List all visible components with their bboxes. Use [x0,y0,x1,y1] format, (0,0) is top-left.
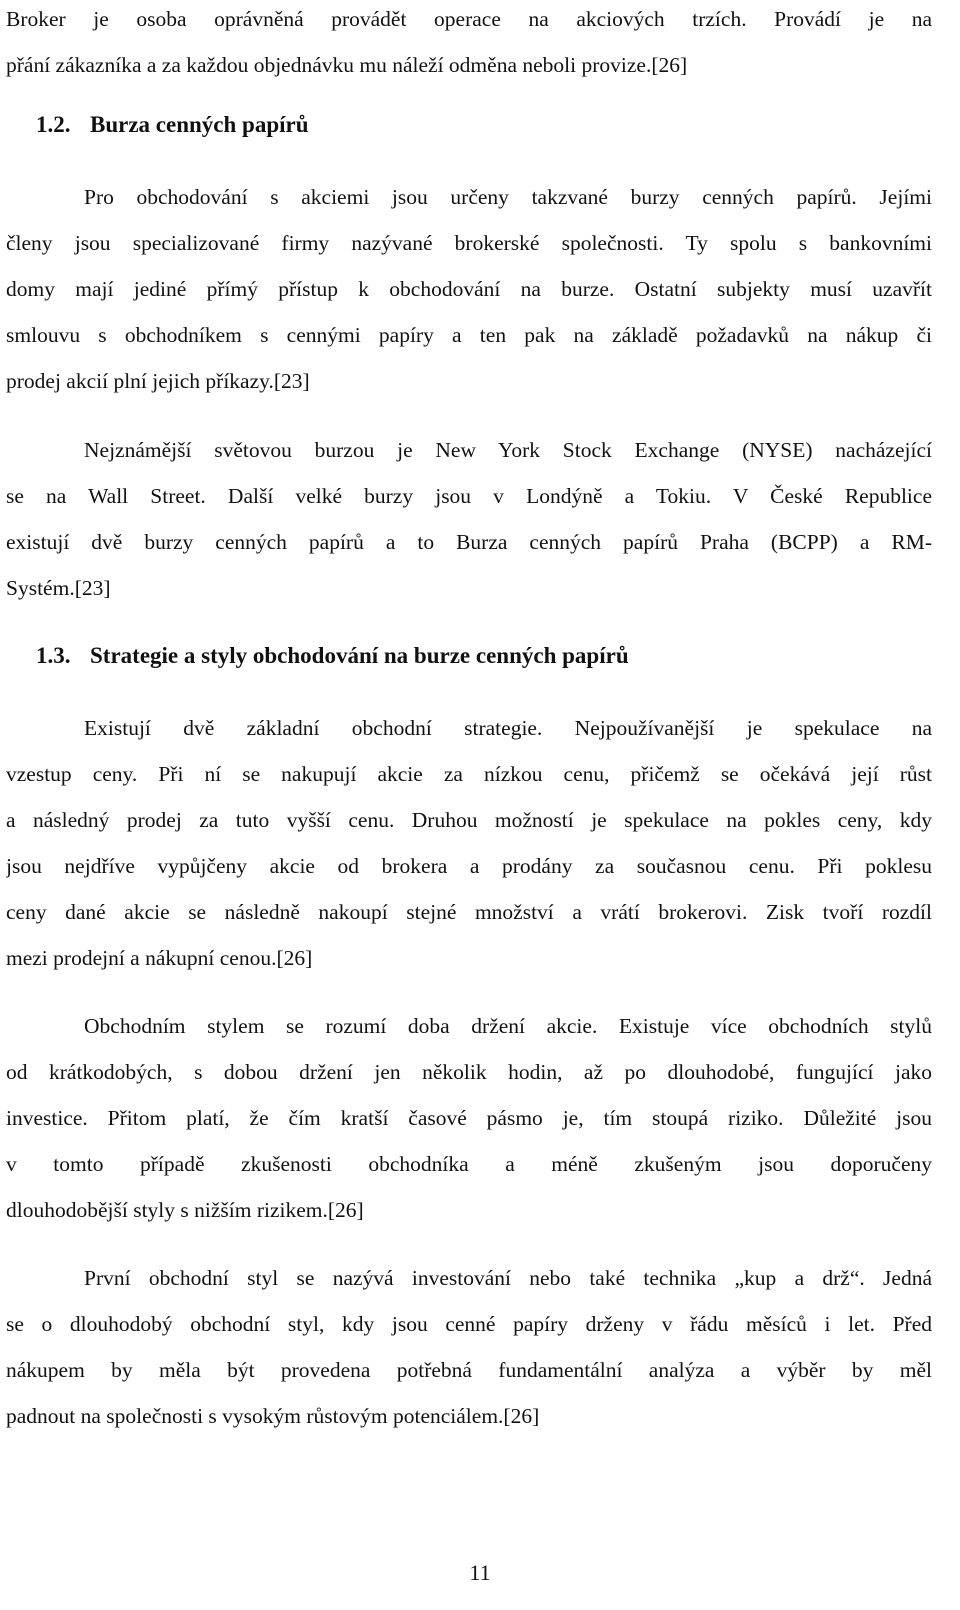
text-line: mezi prodejní a nákupní cenou.[26] [6,946,313,970]
text-line: a následný prodej za tuto vyšší cenu. Druhou možností je spekulace na pokles ceny, kdy [6,808,932,832]
text-line: existují dvě burzy cenných papírů a to Burza cenných papírů Praha (BCPP) a RM- [6,530,932,554]
text-line: Broker je osoba oprávněná provádět operace na akciových trzích. Provádí je na [6,7,932,31]
text-line: jsou nejdříve vypůjčeny akcie od brokera a prodány za současnou cenu. Při poklesu [6,854,932,878]
text-line: dlouhodobější styly s nižším rizikem.[26] [6,1198,364,1222]
text-line: prodej akcií plní jejich příkazy.[23] [6,369,310,393]
text-line: nákupem by měla být provedena potřebná fundamentální analýza a výběr by měl [6,1358,932,1382]
section-title: Strategie a styly obchodování na burze cenných papírů [90,643,629,668]
page-number: 11 [469,1560,491,1585]
text-line: ceny dané akcie se následně nakoupí stejné množství a vrátí brokerovi. Zisk tvoří rozdíl [6,900,932,924]
paragraph [6,1255,932,1439]
text-line: Obchodním stylem se rozumí doba držení akcie. Existuje více obchodních stylů [84,1014,932,1038]
section-number: 1.2. [36,112,71,137]
text-line: přání zákazníka a za každou objednávku mu náleží odměna neboli provize.[26] [6,53,688,77]
text-line: První obchodní styl se nazývá investování nebo také technika „kup a drž“. Jedná [84,1266,932,1290]
section-heading [36,636,629,676]
text-line: se o dlouhodobý obchodní styl, kdy jsou cenné papíry drženy v řádu měsíců i let. Před [6,1312,932,1336]
section-title: Burza cenných papírů [90,112,309,137]
text-line: od krátkodobých, s dobou držení jen několik hodin, až po dlouhodobé, fungující jako [6,1060,932,1084]
text-line: Systém.[23] [6,576,111,600]
paragraph [6,174,932,404]
text-line: padnout na společnosti s vysokým růstovým potenciálem.[26] [6,1404,540,1428]
section-heading [36,105,309,145]
section-number: 1.3. [36,643,71,668]
text-line: se na Wall Street. Další velké burzy jsou v Londýně a Tokiu. V České Republice [6,484,932,508]
text-line: vzestup ceny. Při ní se nakupují akcie za nízkou cenu, přičemž se očekává její růst [6,762,932,786]
paragraph [6,1003,932,1233]
text-line: smlouvu s obchodníkem s cennými papíry a ten pak na základě požadavků na nákup či [6,323,932,347]
paragraph [6,427,932,611]
text-line: Pro obchodování s akciemi jsou určeny takzvané burzy cenných papírů. Jejími [84,185,932,209]
intro-paragraph [6,0,932,88]
text-line: členy jsou specializované firmy nazývané brokerské společnosti. Ty spolu s bankovními [6,231,932,255]
paragraph [6,705,932,981]
text-line: Existují dvě základní obchodní strategie. Nejpoužívanější je spekulace na [84,716,932,740]
text-line: domy mají jediné přímý přístup k obchodování na burze. Ostatní subjekty musí uzavřít [6,277,932,301]
text-line: investice. Přitom platí, že čím kratší časové pásmo je, tím stoupá riziko. Důležité jsou [6,1106,932,1130]
text-line: Nejznámější světovou burzou je New York Stock Exchange (NYSE) nacházející [84,438,932,462]
text-line: v tomto případě zkušenosti obchodníka a méně zkušeným jsou doporučeny [6,1152,932,1176]
